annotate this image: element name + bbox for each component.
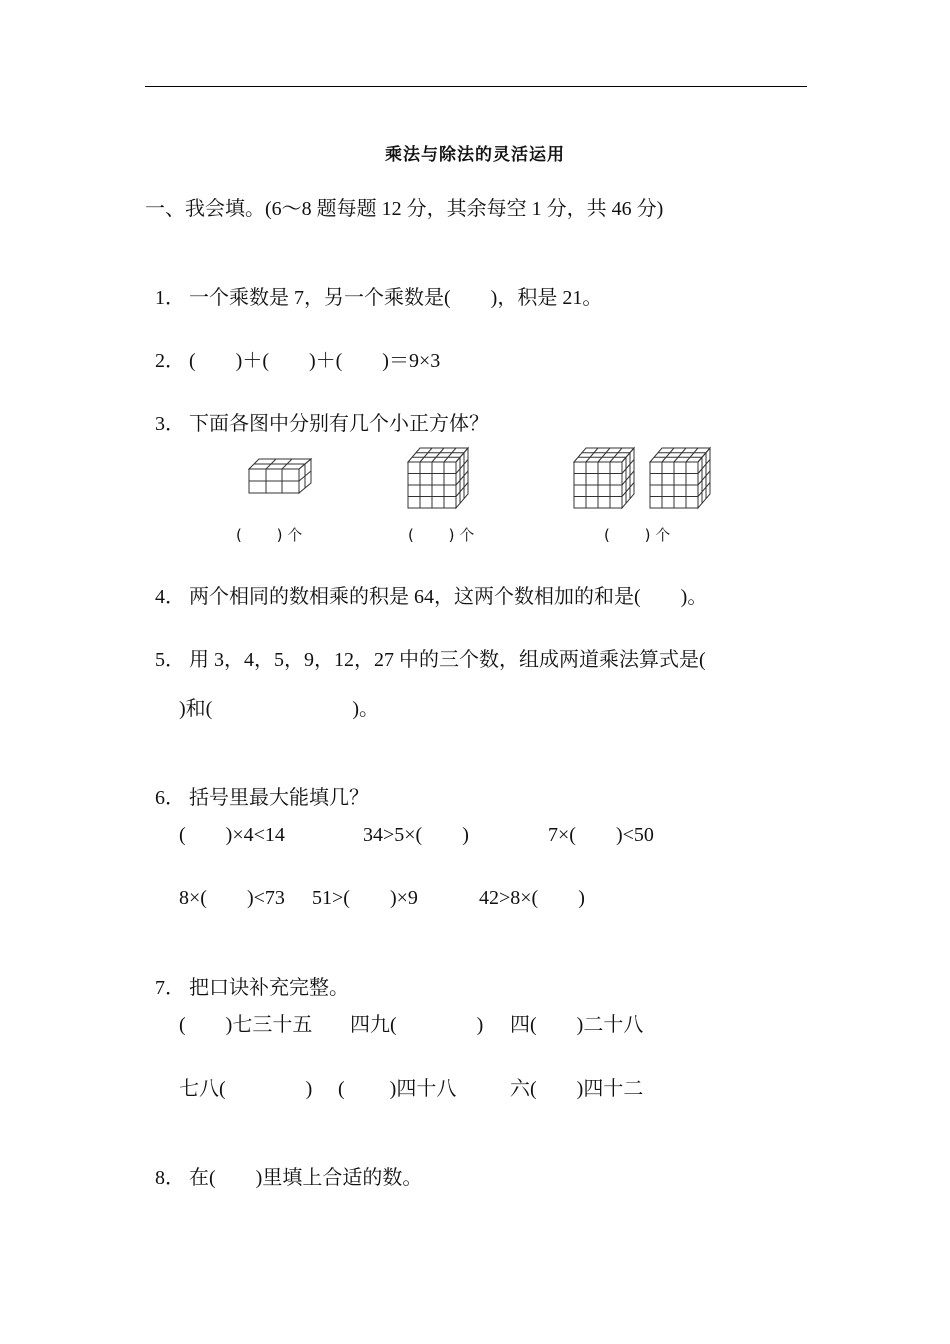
rhyme-5: ( )四十八 (338, 1078, 457, 1100)
rhyme-3: 四( )二十八 (510, 1014, 644, 1036)
question-3 (145, 385, 489, 437)
cube-figure-large (404, 444, 474, 512)
figure-caption-1: ( ) 个 (236, 526, 303, 544)
question-text: 一个乘数是 7，另一个乘数是( )，积是 21。 (189, 287, 603, 309)
question-5 (145, 621, 706, 673)
question-number: 3． (155, 413, 185, 435)
question-text: 括号里最大能填几？ (189, 787, 369, 809)
header-rule (145, 86, 807, 87)
section-heading: 一、我会填。(6～8 题每题 12 分，其余每空 1 分，共 46 分) (145, 198, 664, 220)
question-number: 1． (155, 287, 185, 309)
question-text: 两个相同的数相乘的积是 64，这两个数相加的和是( )。 (189, 586, 708, 608)
question-number: 7． (155, 977, 185, 999)
question-text: 用 3，4，5，9，12，27 中的三个数，组成两道乘法算式是( (189, 649, 706, 671)
page-title: 乘法与除法的灵活运用 (385, 145, 565, 165)
rhyme-2: 四九( ) (350, 1014, 484, 1036)
question-text: 下面各图中分别有几个小正方体？ (189, 413, 489, 435)
cube-figure-pair (570, 444, 720, 512)
inequality-4: 8×( )<73 (179, 887, 285, 909)
question-number: 4． (155, 586, 185, 608)
question-4 (145, 558, 707, 610)
rhyme-6: 六( )四十二 (510, 1078, 644, 1100)
inequality-3: 7×( )<50 (548, 824, 654, 846)
figure-caption-2: ( ) 个 (408, 526, 475, 544)
inequality-2: 34>5×( ) (363, 824, 469, 846)
question-text: 在( )里填上合适的数。 (189, 1167, 423, 1189)
figure-caption-3: ( ) 个 (604, 526, 671, 544)
rhyme-4: 七八( ) (179, 1078, 313, 1100)
question-number: 2． (155, 350, 185, 372)
question-number: 5． (155, 649, 185, 671)
inequality-5: 51>( )×9 (312, 887, 418, 909)
cube-figure-flat (245, 455, 317, 497)
question-1 (145, 259, 602, 311)
question-6 (145, 759, 369, 811)
question-number: 6． (155, 787, 185, 809)
question-5-continued: )和( )。 (179, 698, 379, 720)
rhyme-1: ( )七三十五 (179, 1014, 313, 1036)
inequality-1: ( )×4<14 (179, 824, 285, 846)
question-2 (145, 322, 440, 374)
inequality-6: 42>8×( ) (479, 887, 585, 909)
question-number: 8． (155, 1167, 185, 1189)
question-7 (145, 949, 349, 1001)
question-text: 把口诀补充完整。 (189, 977, 349, 999)
question-text: ( )＋( )＋( )＝9×3 (189, 350, 441, 372)
question-8 (145, 1139, 422, 1191)
